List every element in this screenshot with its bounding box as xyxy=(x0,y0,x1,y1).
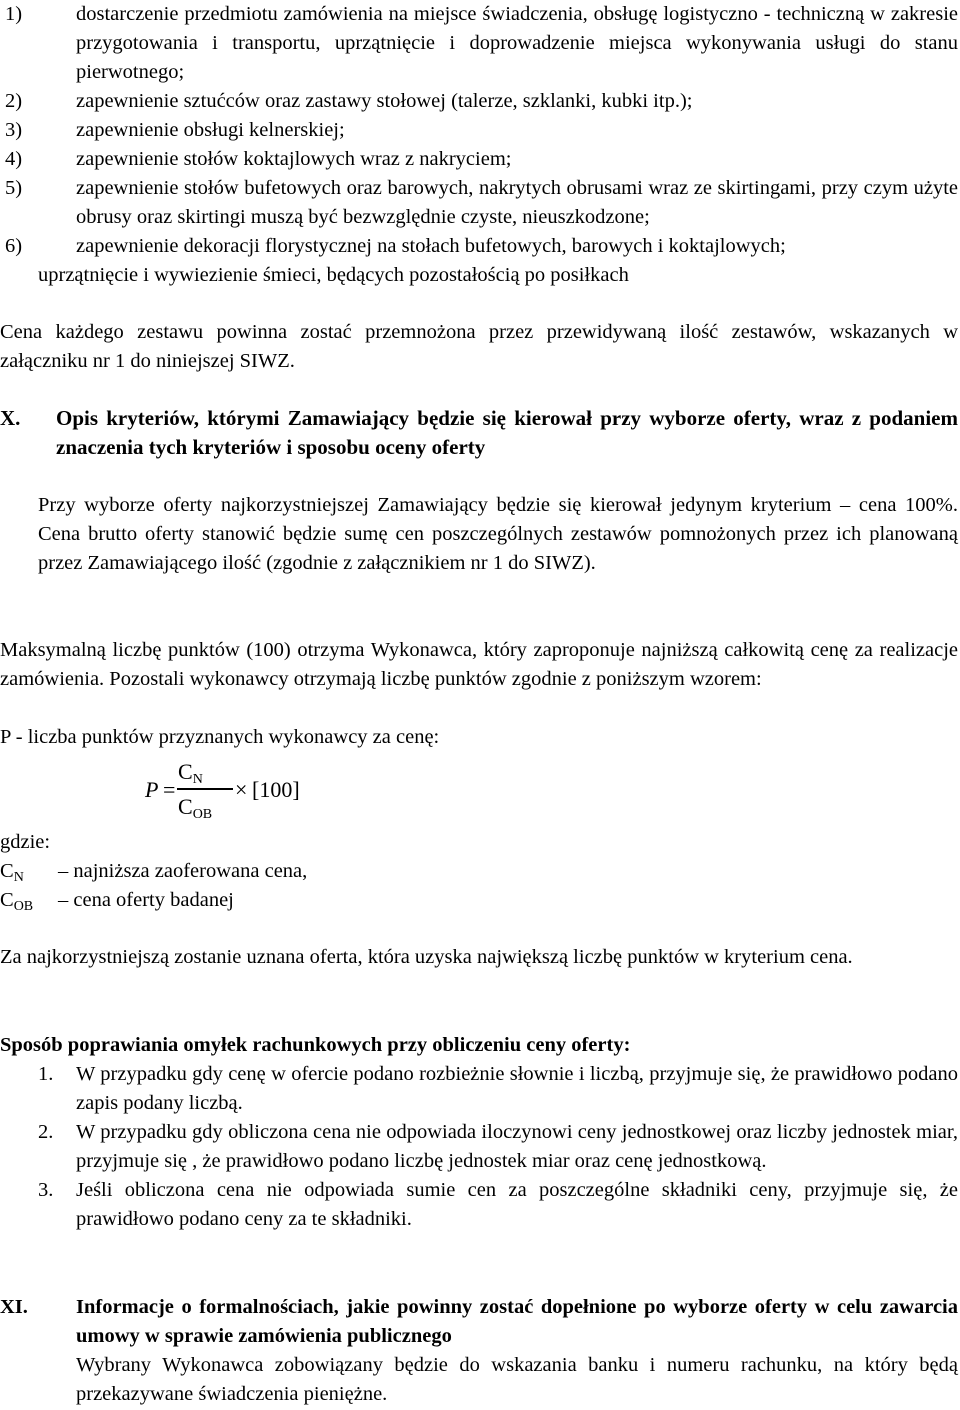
section-xi-text: Wybrany Wykonawca zobowiązany będzie do wskazania banku i numeru rachunku, na który będą przekazywane świadczenia pieniężne. xyxy=(76,1354,958,1405)
list-item-text: Jeśli obliczona cena nie odpowiada sumie cen za poszczególne składniki ceny, przyjmuje się, że prawidłowo podano ceny za te składniki. xyxy=(76,1179,958,1230)
list-item-text: zapewnienie stołów koktajlowych wraz z nakryciem; xyxy=(76,148,512,170)
list-item xyxy=(0,232,958,261)
list-item-text: zapewnienie stołów bufetowych oraz barowych, nakrytych obrusami wraz ze skirtingami, przy czym użyte obrusy oraz skirtingi muszą być bezwzględnie czyste, nieuszkodzone; xyxy=(76,177,958,228)
cena-zestawu-paragraph: Cena każdego zestawu powinna zostać przemnożona przez przewidywaną ilość zestawów, wskazanych w załączniku nr 1 do niniejszej SIWZ. xyxy=(0,321,958,372)
formula-equals: = xyxy=(163,777,176,802)
section-title: Opis kryteriów, którymi Zamawiający będzie się kierował przy wyborze oferty, wraz z podaniem znaczenia tych kryteriów i sposobu oceny oferty xyxy=(56,406,958,459)
formula-multiplier: [100] xyxy=(252,777,300,802)
fraction-line xyxy=(177,788,233,790)
list-item-text: dostarczenie przedmiotu zamówienia na miejsce świadczenia, obsługę logistyczno - techniczną w zakresie przygotowania i transportu, uprzątnięcie i doprowadzenie miejsca wykonywania usługi do stanu pierwotnego; xyxy=(76,3,958,83)
list-item xyxy=(0,1176,958,1234)
cn-c: C xyxy=(0,860,14,882)
list-number: 3. xyxy=(38,1179,54,1201)
winner-paragraph: Za najkorzystniejszą zostanie uznana oferta, która uzyska największą liczbę punktów w kryterium cena. xyxy=(0,946,853,968)
section-x-heading xyxy=(0,404,958,462)
list-item xyxy=(0,1060,958,1118)
formula-times: × xyxy=(235,777,248,802)
list-number: 5) xyxy=(5,177,23,199)
list-number: 4) xyxy=(5,148,23,170)
list-number: 1. xyxy=(38,1063,54,1085)
formula-c: C xyxy=(178,759,193,784)
list-item-text: zapewnienie obsługi kelnerskiej; xyxy=(76,119,345,141)
cob-c: C xyxy=(0,889,14,911)
gdzie-label: gdzie: xyxy=(0,831,51,853)
formula-numerator xyxy=(178,757,203,786)
list-item-text: W przypadku gdy obliczona cena nie odpowiada iloczynowi ceny jednostkowej oraz liczby jednostek miar, przyjmuje się , że prawidłowo podano liczbę jednostek miar oraz cenę jednostkową. xyxy=(76,1121,958,1172)
list-number: 3) xyxy=(5,119,23,141)
section-title: Informacje o formalnościach, jakie powinny zostać dopełnione po wyborze oferty w celu zawarcia umowy w sprawie zamówienia publicznego xyxy=(76,1296,958,1347)
formula-p: P xyxy=(145,777,159,802)
section-number: XI. xyxy=(0,1296,28,1318)
list-number: 2. xyxy=(38,1121,54,1143)
list-number: 1) xyxy=(5,3,23,25)
criteria-paragraph: Przy wyborze oferty najkorzystniejszej Zamawiający będzie się kierował jedynym kryterium – cena 100%. Cena brutto oferty stanowić będzie sumę cen poszczególnych zestawów pomnożonych przez ich planowaną przez Zamawiającego ilość (zgodnie z załącznikiem nr 1 do SIWZ). xyxy=(38,494,958,574)
points-paragraph: Maksymalną liczbę punktów (100) otrzyma Wykonawca, który zaproponuje najniższą całkowitą cenę za realizacje zamówienia. Pozostali wykonawcy otrzymają liczbę punktów zgodnie z poniższym wzorem: xyxy=(0,639,958,690)
cn-text: – najniższa zaoferowana cena, xyxy=(58,860,308,882)
p-definition: P - liczba punktów przyznanych wykonawcy za cenę: xyxy=(0,726,440,748)
formula-sub: OB xyxy=(192,807,213,822)
formula-sub: N xyxy=(192,772,203,787)
list-item xyxy=(0,1118,958,1176)
section-number: X. xyxy=(0,406,21,430)
list-item-text: zapewnienie sztućców oraz zastawy stołowej (talerze, szklanki, kubki itp.); xyxy=(76,90,693,112)
cn-definition xyxy=(0,857,958,886)
list-item xyxy=(0,116,958,145)
list-item xyxy=(0,0,958,87)
price-formula xyxy=(145,757,305,827)
cn-sub: N xyxy=(13,870,24,885)
formula-c: C xyxy=(178,794,193,819)
cn-symbol xyxy=(0,857,58,886)
list-item-text: W przypadku gdy cenę w ofercie podano rozbieżnie słownie i liczbą, przyjmuje się, że prawidłowo podano zapis podany liczbą. xyxy=(76,1063,958,1114)
formula-denominator xyxy=(178,792,212,821)
list-number: 2) xyxy=(5,90,23,112)
list-item xyxy=(0,174,958,232)
list-item xyxy=(0,87,958,116)
list-number: 6) xyxy=(5,235,23,257)
list-item xyxy=(0,145,958,174)
services-list xyxy=(0,0,958,290)
cob-text: – cena oferty badanej xyxy=(58,889,234,911)
cob-definition xyxy=(0,886,958,915)
cob-sub: OB xyxy=(13,899,34,914)
list-tail-text: uprzątnięcie i wywiezienie śmieci, będących pozostałością po posiłkach xyxy=(38,264,629,286)
section-xi-heading xyxy=(0,1293,958,1351)
omylki-title: Sposób poprawiania omyłek rachunkowych przy obliczeniu ceny oferty: xyxy=(0,1034,631,1056)
list-item-text: zapewnienie dekoracji florystycznej na stołach bufetowych, barowych i koktajlowych; xyxy=(76,235,786,257)
omylki-list xyxy=(0,1060,958,1234)
cob-symbol xyxy=(0,886,58,915)
